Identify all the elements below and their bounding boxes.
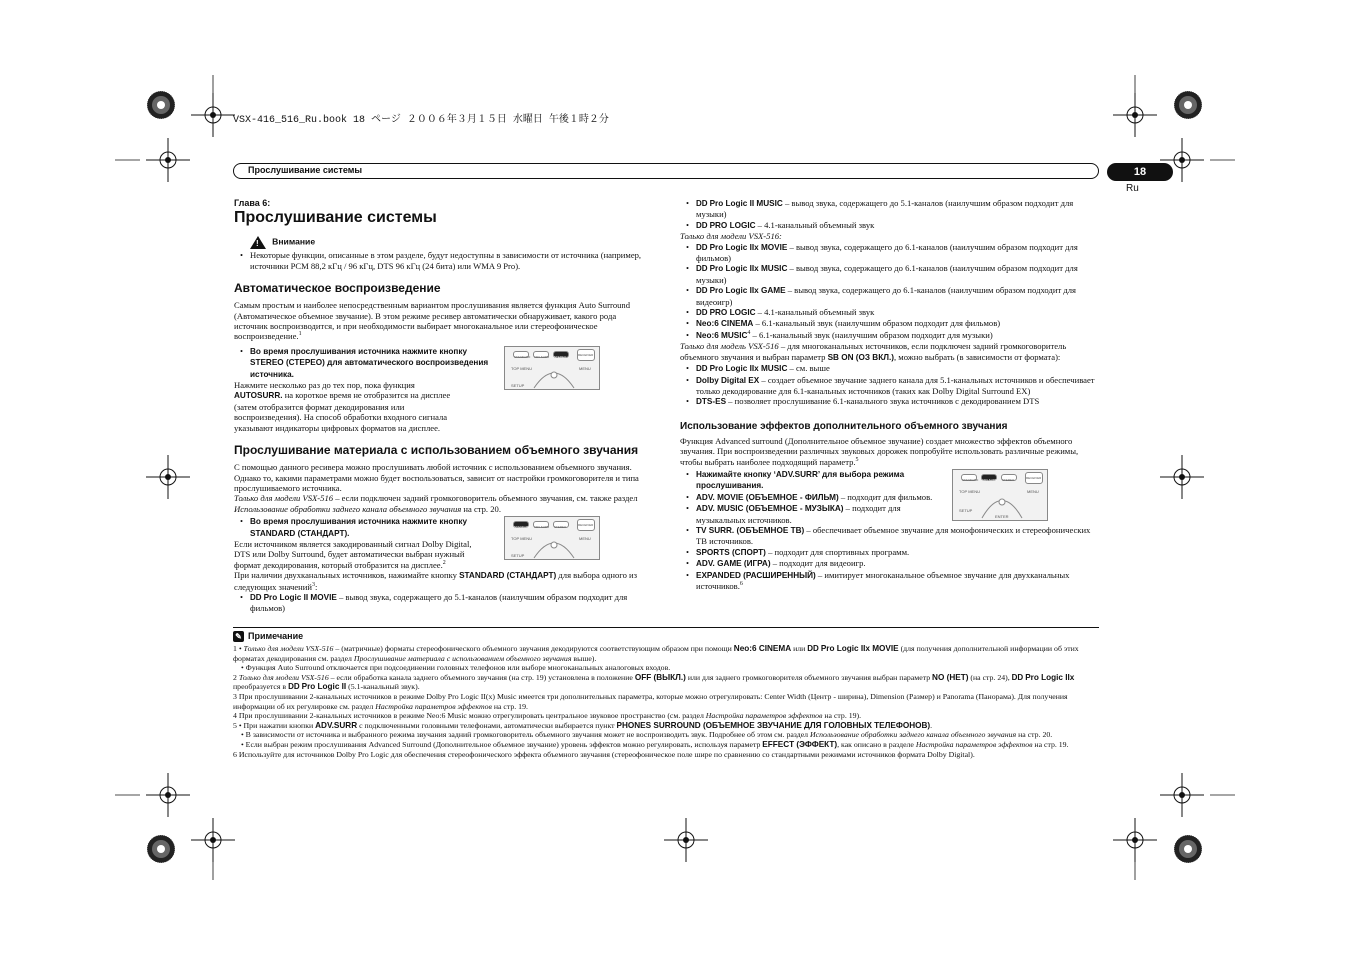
- surround-heading: Прослушивание материала с использованием объемного звучания: [234, 443, 639, 458]
- multichannel-paragraph: [680, 341, 1098, 363]
- auto-step-a: Нажмите несколько раз до тех пор, пока функция: [234, 380, 415, 391]
- mode-desc: – подходит для музыкальных источников.: [696, 503, 901, 525]
- dolby-icon: DD: [807, 644, 819, 653]
- mode-desc: – вывод звука, содержащего до 6.1-каналов (наилучшим образом подходит для музыки): [696, 263, 1078, 285]
- auto-step: [234, 346, 650, 433]
- mode-desc: – см. выше: [787, 363, 830, 374]
- fn5-c: .: [930, 720, 933, 730]
- dolby-icon: DD: [696, 242, 708, 252]
- footnote-ref-3: 3: [311, 581, 315, 588]
- surround-only-516: [234, 493, 650, 514]
- footnote-ref-1: 1: [298, 331, 302, 338]
- mode-item: • DD Pro Logic IIx GAME – вывод звука, содержащего до 6.1-каналов (наилучшим образом подходит для видеоигр): [686, 285, 1076, 307]
- neo-cinema-desc: – 6.1-канальный звук (наилучшим образом подходит для фильмов): [753, 318, 1001, 329]
- fn2-pl2: Pro Logic II: [301, 682, 347, 692]
- fn5-num: 5: [233, 720, 237, 730]
- fn5-e: на стр. 20.: [1016, 730, 1053, 740]
- only-516-text: – если подключен задний громкоговоритель объемного звучания, см. также раздел: [333, 493, 638, 504]
- mode-name: SPORTS (СПОРТ): [696, 547, 766, 557]
- mode-name: Pro Logic IIx MOVIE: [709, 242, 788, 252]
- fn1-d: выше).: [571, 653, 597, 663]
- dolby-icon: DD: [696, 364, 708, 374]
- footnote-1: [233, 644, 1099, 663]
- mode-item: • DD PRO LOGIC – 4.1-канальный объемный звук: [686, 307, 875, 318]
- mode-item: • ADV. MOVIE (ОБЪЕМНОЕ - ФИЛЬМ) – подходит для фильмов.: [686, 491, 933, 502]
- right-column: [680, 198, 1098, 591]
- mode-name: Pro Logic II MUSIC: [709, 199, 783, 208]
- advanced-step-bold: • Нажимайте кнопку ‘ADV.SURR’ для выбора режима прослушивания.: [686, 468, 905, 491]
- mode-item-neo-music: • Neo:6 MUSIC$^4$ – 6.1-канальный звук (наилучшим образом подходит для музыки): [686, 329, 993, 340]
- dolby-icon: DD: [696, 220, 708, 230]
- dolby-icon: DD: [288, 682, 300, 692]
- mode-list-b: [680, 242, 1098, 319]
- mode-name: DTS-ES: [696, 397, 727, 407]
- mode-desc: – 4.1-канальный объемный звук: [755, 219, 875, 230]
- mode-desc: – вывод звука, содержащего до 6.1-каналов (наилучшим образом подходит для фильмов): [696, 241, 1078, 264]
- auto-step-bold: • Во время прослушивания источника нажмите кнопку STEREO (СТЕРЕО) для автоматического воспроизведения источника.: [240, 345, 489, 379]
- two-channel-paragraph: При наличии двухканальных источников, нажимайте кнопку STANDARD (СТАНДАРТ) для выбора одного из следующих значений$^3$:: [234, 570, 638, 592]
- remote-label-menu: MENU: [579, 365, 591, 371]
- note-pencil-icon: ✎: [233, 631, 244, 642]
- remote-label-topmenu: TOP MENU: [511, 365, 532, 371]
- dolby-icon: DD: [250, 592, 262, 602]
- fn5-advsurr: ADV.SURR: [315, 720, 358, 730]
- notes-header: [233, 631, 303, 642]
- remote3-label-receiver: RECEIVER: [1026, 475, 1042, 480]
- remote2-label-standard: STANDARD: [514, 525, 531, 530]
- auto-paragraph: [234, 300, 650, 342]
- two-ch-a: При наличии двухканальных источников, нажимайте кнопку: [234, 570, 457, 581]
- caution-body: Некоторые функции, описанные в этом разделе, будут недоступны в зависимости от источника (например, источники PCM 88,2 кГц / 96 кГц, DTS 96 кГц (24 бита) или WMA 9 Pro).: [250, 250, 642, 271]
- fn4-num: 4: [233, 711, 237, 721]
- caution-header: [234, 236, 650, 249]
- fn3-num: 3: [233, 691, 237, 701]
- remote2-label-receiver: RECEIVER: [578, 523, 594, 528]
- mode-name: Pro Logic IIx MUSIC: [709, 264, 788, 274]
- surround-step-detail: [234, 539, 474, 570]
- fn5-d: • В зависимости от источника и выбранного режима звучания задний громкоговоритель объемного звучания может не воспроизводить звук. Подробнее об этом см. раздел: [241, 730, 811, 740]
- dolby-icon: DD: [696, 308, 708, 318]
- warning-icon: !: [250, 236, 266, 249]
- footnote-ref-4: 4: [747, 330, 751, 337]
- fn6-a: Используйте для источников Dolby Pro Logic для обеспечения стереофонического эффекта объемного звучания (стереофоническое поле шире по сравнению со стандартными режимами источников формата Dolby Digital).: [238, 749, 975, 759]
- footnote-4: [233, 711, 1099, 721]
- fn2-c: (на стр. 24),: [968, 672, 1012, 682]
- remote-dpad: [529, 363, 579, 389]
- fn1-num: 1: [233, 644, 237, 653]
- fn5-f: • Если выбран режим прослушивания Advanced Surround (Дополнительное объемное звучание) уровень эффектов можно регулировать, используя параметр: [241, 739, 763, 749]
- mode-item: • ADV. GAME (ИГРА) – подходит для видеоигр.: [686, 558, 866, 569]
- footnote-6: [233, 750, 1099, 760]
- mode-item: • DTS-ES – позволяет прослушивание 6.1-канального звука источников с декодированием DTS: [686, 396, 1040, 407]
- surround-step: [234, 516, 650, 570]
- ref-page-20: на стр. 20.: [461, 503, 501, 514]
- remote-illustration-advsurr: [952, 469, 1048, 521]
- section-title: Прослушивание системы: [248, 165, 363, 175]
- remote3-label-advsurr: ADV.SURR: [982, 477, 998, 482]
- neo-cinema-name: Neo:6 CINEMA: [696, 319, 754, 329]
- fn5-ref1: Использование обработки заднего канала объемного звучания: [810, 730, 1017, 740]
- fn2-d: преобразуется в: [233, 682, 289, 692]
- remote-label-stereo: STEREO: [554, 354, 567, 359]
- only-516-label: Только для модели VSX-516:: [680, 231, 782, 242]
- surround-step-text: Если источником является закодированный сигнал Dolby Digital, DTS или Dolby Surround, будет автоматически выбран нужный формат декодирования, который отобразится на дисплее.: [234, 538, 472, 570]
- fn5-h: на стр. 19.: [1032, 739, 1069, 749]
- mode-item: • SPORTS (СПОРТ) – подходит для спортивных программ.: [686, 546, 910, 557]
- adv-para-text: Функция Advanced surround (Дополнительное объемное звучание) создает множество эффектов объемного звучания. При воспроизведении различных звуковых дорожек попробуйте использовать различные режимы, чтобы выбрать наиболее подходящий параметр.: [680, 435, 1079, 467]
- remote2-label-menu: MENU: [579, 536, 591, 542]
- fn2-off: OFF (ВЫКЛ.): [634, 672, 686, 682]
- mode-item: • DD Pro Logic IIx MUSIC – вывод звука, содержащего до 6.1-каналов (наилучшим образом подходит для музыки): [686, 263, 1078, 285]
- mode-item: • Dolby Digital EX – создает объемное звучание заднего канала для 5.1-канальных источников и обеспечивает только декодирование для 6.1-канальных источников (таких как Dolby Digital Surround EX): [686, 374, 1095, 396]
- auto-step-b: на короткое время не отобразится на дисплее (затем отобразится формат декодирования или воспроизведения). На способ обработки входного сигнала указывают индикаторы цифровых форматов на дисплее.: [234, 390, 451, 433]
- fn4-a: При прослушивании 2-канальных источников в режиме Neo:6 Music можно отрегулировать центральное звуковое пространство (см. раздел: [238, 711, 706, 721]
- multi-italic: Только для модель VSX-516: [680, 341, 779, 352]
- remote3-label-topmenu: TOP MENU: [959, 488, 980, 494]
- mode-desc: – подходит для видеоигр.: [770, 558, 866, 569]
- fn1-b: или: [791, 644, 808, 653]
- adv-step-instruction: Нажимайте кнопку ‘ADV.SURR’ для выбора режима прослушивания.: [696, 469, 905, 491]
- mode-item-pl2-movie: • DD Pro Logic II MOVIE – вывод звука, содержащего до 5.1-каналов (наилучшим образом подходит для фильмов): [240, 591, 628, 614]
- mode-desc: – подходит для фильмов.: [838, 491, 933, 502]
- footnote-5: [233, 721, 1099, 731]
- notes-divider: [233, 627, 1099, 628]
- fn1-a: – (матричные) форматы стереофонического объемного звучания декодируются соответствующим образом при помощи: [333, 644, 734, 653]
- mode-desc: – имитирует многоканальное объемное звучание для двухканальных источников.: [696, 569, 1070, 591]
- multi-text-b: , можно выбрать (в зависимости от формата):: [893, 351, 1061, 362]
- section-header-bar: [233, 163, 1099, 179]
- surround-step-instruction: Во время прослушивания источника нажмите кнопку STANDARD (СТАНДАРТ).: [250, 517, 467, 538]
- mode-name: ADV. MUSIC (ОБЪЕМНОЕ - МУЗЫКА): [696, 504, 844, 514]
- fn6-num: 6: [233, 749, 237, 759]
- fn2-italic: Только для модели VSX-516: [238, 672, 329, 682]
- remote-label-advsurr: ADV.SURR: [534, 354, 550, 359]
- fn2-no: NO (НЕТ): [932, 672, 969, 682]
- fn1-pl2x-movie: Pro Logic IIx MOVIE: [820, 644, 899, 653]
- mode-item-neo-cinema: • Neo:6 CINEMA – 6.1-канальный звук (наилучшим образом подходит для фильмов): [686, 318, 1001, 329]
- key-standard: STANDARD (СТАНДАРТ): [459, 571, 557, 581]
- mode-item: • TV SURR. (ОБЪЕМНОЕ ТВ) – обеспечивает объемное звучание для монофонических и стереофонических ТВ источников.: [686, 524, 1091, 547]
- auto-step-instruction: Во время прослушивания источника нажмите кнопку STEREO (СТЕРЕО) для автоматического воспроизведения источника.: [250, 346, 489, 379]
- multi-text-a: – для многоканальных источников, если подключен задний громкоговоритель объемного звучания и выбран параметр: [680, 341, 1067, 362]
- mode-list-a: [680, 198, 1098, 231]
- fn3-ref: Настройка параметров эффектов: [375, 701, 492, 711]
- surround-step-bold: • Во время прослушивания источника нажмите кнопку STANDARD (СТАНДАРТ).: [240, 516, 467, 538]
- remote3-label-menu: MENU: [1027, 488, 1039, 494]
- remote3-dpad: [977, 488, 1027, 520]
- mode-item: • DD Pro Logic IIx MUSIC – см. выше: [686, 363, 830, 374]
- advanced-step: [680, 469, 1098, 591]
- remote-illustration-standard: [504, 516, 600, 560]
- footnote-ref-2: 2: [442, 559, 446, 566]
- mode-desc: – создает объемное звучание заднего канала для 5.1-канальных источников и обеспечивает только декодирование для 6.1-канальных источников (таких как Dolby Digital Surround EX): [696, 374, 1095, 396]
- surround-paragraph: С помощью данного ресивера можно прослушивать любой источник с использованием объемного звучания. Однако то, какими параметрами можно будет воспользоваться, зависит от настройки громкоговорителя и типа прослушиваемого источника.: [234, 462, 639, 493]
- dolby-icon: DD: [696, 286, 708, 296]
- dolby-icon: DD: [696, 264, 708, 274]
- footnotes: [233, 644, 1099, 759]
- remote3-label-enter: ENTER: [995, 513, 1009, 519]
- mode-desc: – 4.1-канальный объемный звук: [755, 307, 875, 318]
- fn1-neo-cinema: Neo:6 CINEMA: [733, 644, 792, 653]
- two-ch-b: для выбора одного из следующих значений: [234, 570, 638, 592]
- advanced-paragraph: [680, 436, 1098, 467]
- mode-name: ADV. MOVIE (ОБЪЕМНОЕ - ФИЛЬМ): [696, 492, 839, 502]
- caution-label: Внимание: [272, 236, 316, 247]
- mode-name: ADV. GAME (ИГРА): [696, 559, 771, 569]
- fn5-ref2: Настройка параметров эффектов: [915, 739, 1033, 749]
- fn3-b: на стр. 19.: [491, 701, 528, 711]
- mode-desc: – обеспечивает объемное звучание для монофонических и стереофонических ТВ источников.: [696, 524, 1091, 547]
- fn1-italic: • Только для модели VSX-516: [238, 644, 334, 653]
- caution-text: • Некоторые функции, описанные в этом разделе, будут недоступны в зависимости от источника (например, источники PCM 88,2 кГц / 96 кГц, DTS 96 кГц (24 бита) или WMA 9 Pro).: [240, 250, 642, 271]
- remote2-label-topmenu: TOP MENU: [511, 536, 532, 542]
- fn4-b: на стр. 19).: [822, 711, 862, 721]
- fn5-phones: PHONES SURROUND (ОБЪЕМНОЕ ЗВУЧАНИЕ ДЛЯ ГОЛОВНЫХ ТЕЛЕФОНОВ): [616, 720, 931, 730]
- mode-item: • EXPANDED (РАСШИРЕННЫЙ) – имитирует многоканальное объемное звучание для двухканальных источников.$^6$: [686, 569, 1070, 591]
- mode-name: TV SURR. (ОБЪЕМНОЕ ТВ): [696, 525, 805, 535]
- file-info: VSX-416_516_Ru.book 18 ページ ２００６年３月１５日 水曜日 午後１時２分: [233, 115, 609, 126]
- fn4-ref: Настройка параметров эффектов: [705, 711, 823, 721]
- remote3-label-setup: SETUP: [959, 507, 973, 513]
- auto-step-detail: [234, 380, 474, 433]
- remote3-label-stereo: STEREO: [1002, 477, 1015, 482]
- fn2-a: – если обработка канала заднего объемного звучания (на стр. 19) установлена в положение: [328, 672, 635, 682]
- remote2-label-advsurr: ADV.SURR: [534, 525, 550, 530]
- advanced-heading: Использование эффектов дополнительного объемного звучания: [680, 420, 1008, 432]
- footnote-3: [233, 692, 1099, 711]
- footnote-1b: • Функция Auto Surround отключается при подсоединении головных телефонов или выборе многоканальных аналоговых входов.: [241, 663, 671, 673]
- footnote-5c: [233, 740, 1099, 750]
- mode-desc: – вывод звука, содержащего до 5.1-каналов (наилучшим образом подходит для фильмов): [250, 591, 628, 614]
- mode-name: Pro Logic II MOVIE: [263, 592, 337, 602]
- remote3-label-standard: STANDARD: [962, 477, 979, 482]
- mode-name: Pro Logic IIx GAME: [709, 286, 786, 296]
- left-column: [234, 198, 650, 614]
- remote2-dpad: [529, 533, 579, 559]
- fn2-num: 2: [233, 672, 237, 682]
- remote-label-standard: STANDARD: [514, 354, 531, 359]
- page-title: Прослушивание системы: [234, 209, 437, 227]
- remote-label-receiver: RECEIVER: [578, 352, 594, 357]
- neo-music-desc: – 6.1-канальный звук (наилучшим образом подходит для музыки): [750, 329, 993, 340]
- fn5-g: , как описано в разделе: [837, 739, 916, 749]
- fn1-ref: Прослушивание материала с использованием объемного звучания: [353, 653, 572, 663]
- fn2-b: или для заднего громкоговорителя объемного звучания выбран параметр: [685, 672, 933, 682]
- language-label: Ru: [1126, 183, 1139, 194]
- footnote-5b: [233, 730, 1099, 740]
- page-number: 18: [1107, 163, 1173, 181]
- mode-list-c: [680, 363, 1098, 408]
- dolby-icon: DD: [696, 199, 708, 208]
- fn5-effect: EFFECT (ЭФФЕКТ): [762, 739, 838, 749]
- mode-desc: – вывод звука, содержащего до 5.1-каналов (наилучшим образом подходит для музыки): [696, 198, 1074, 220]
- ref-surround-back: Использование обработки заднего канала объемного звучания: [234, 503, 462, 514]
- fn5-b: с подключенными головными телефонами, автоматически выбирается пункт: [357, 720, 617, 730]
- remote-label-setup: SETUP: [511, 382, 525, 388]
- fn5-a: • При нажатии кнопки: [238, 720, 316, 730]
- notes-heading: Примечание: [248, 631, 304, 641]
- remote2-label-stereo: STEREO: [554, 525, 567, 530]
- mode-name: Pro Logic IIx MUSIC: [709, 364, 788, 374]
- remote-illustration-stereo: [504, 346, 600, 390]
- fn2-e: (5.1-канальный звук).: [346, 682, 420, 692]
- mode-desc: – подходит для спортивных программ.: [765, 546, 910, 557]
- fn2-pl2x: Pro Logic IIx: [1025, 672, 1075, 682]
- footnote-2: [233, 673, 1099, 692]
- key-sb-on: SB ON (ОЗ ВКЛ.): [827, 352, 894, 362]
- fn1-c: (для получения дополнительной информации об этих форматах декодирования см. раздел: [233, 644, 1079, 663]
- auto-para-text: Самым простым и наиболее непосредственным вариантом прослушивания является функция Auto Surround (Автоматическое объемное звучание). В этом режиме ресивер автоматически обнаруживает, какого рода источник воспроизводится, и при необходимости выбирает многоканальное или стереофоническое воспроизведение.: [234, 300, 631, 342]
- neo-music-name: Neo:6 MUSIC: [696, 330, 748, 340]
- mode-name: EXPANDED (РАСШИРЕННЫЙ): [696, 570, 816, 580]
- chapter-label: Глава 6:: [234, 198, 271, 208]
- mode-item: • DD Pro Logic II MUSIC – вывод звука, содержащего до 5.1-каналов (наилучшим образом подходит для музыки): [686, 198, 1074, 220]
- footnote-ref-5: 5: [855, 456, 859, 463]
- mode-name: Dolby Digital EX: [696, 375, 760, 385]
- remote2-label-setup: SETUP: [511, 553, 525, 559]
- mode-name: PRO LOGIC: [709, 308, 756, 318]
- mode-item: • ADV. MUSIC (ОБЪЕМНОЕ - МУЗЫКА) – подходит для музыкальных источников.: [686, 503, 901, 525]
- dolby-icon: DD: [1011, 672, 1024, 682]
- mode-item: • DD Pro Logic IIx MOVIE – вывод звука, содержащего до 6.1-каналов (наилучшим образом подходит для фильмов): [686, 241, 1078, 264]
- fn3-a: При прослушивании 2-канальных источников в режиме Dolby Pro Logic II(x) Music имеется три дополнительных параметра, которые можно отрегулировать: Center Width (Центр - ширина), Dimension (Размер) и Panorama (Панорама). Для получения информации об их регулировке см. раздел: [233, 691, 1068, 711]
- mode-desc: – вывод звука, содержащего до 6.1-каналов (наилучшим образом подходит для видеоигр): [696, 285, 1076, 307]
- auto-heading: Автоматическое воспроизведение: [234, 281, 441, 296]
- mode-name: PRO LOGIC: [709, 220, 756, 230]
- mode-desc: – позволяет прослушивание 6.1-канального звука источников с декодированием DTS: [726, 396, 1040, 407]
- only-516-italic: Только для модели VSX-516: [234, 493, 334, 504]
- key-autosurr: AUTOSURR.: [234, 391, 283, 401]
- mode-item: • DD PRO LOGIC – 4.1-канальный объемный звук: [686, 219, 875, 230]
- footnote-ref: 6: [739, 581, 743, 588]
